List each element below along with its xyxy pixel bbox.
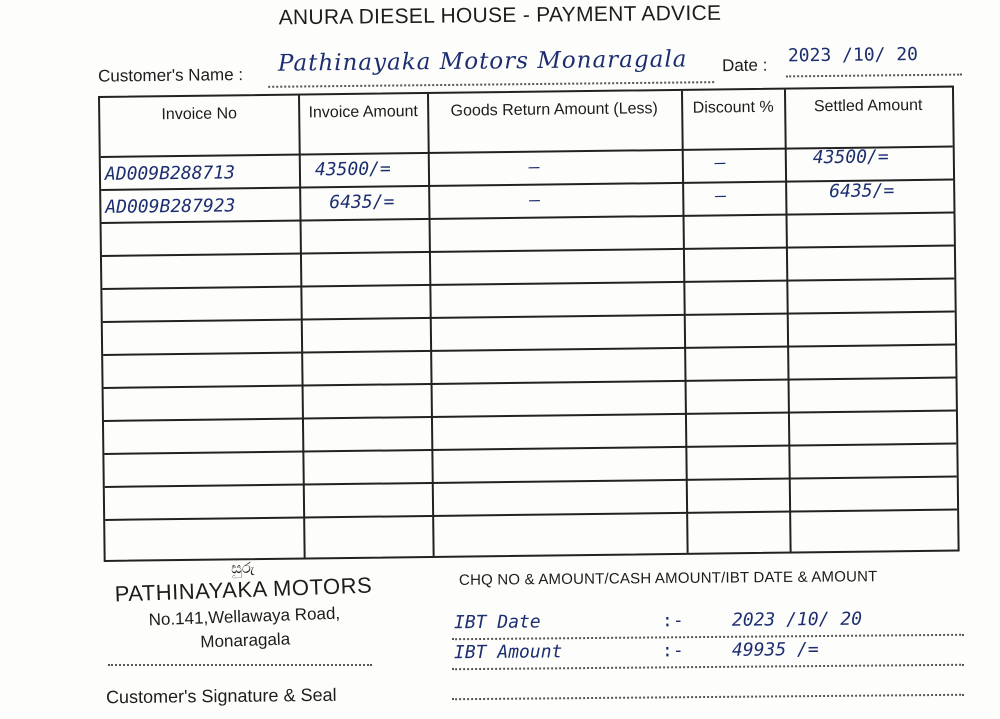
ibt-amount-value: 49935 /= xyxy=(731,639,819,661)
row1-goods-return: – xyxy=(528,156,540,178)
stamp-address-line2: Monaragala xyxy=(200,629,291,652)
row-line xyxy=(103,344,955,356)
payment-line-ibt-amount xyxy=(452,638,964,670)
row-line xyxy=(103,311,955,323)
row-line xyxy=(104,443,956,455)
header-invoice-amount: Invoice Amount xyxy=(308,103,419,122)
document-title: ANURA DIESEL HOUSE - PAYMENT ADVICE xyxy=(278,1,722,30)
ibt-date-separator: :- xyxy=(661,610,684,632)
row2-invoice-no: AD009B287923 xyxy=(105,195,236,218)
header-goods-return: Goods Return Amount (Less) xyxy=(450,100,658,120)
row-line xyxy=(104,410,956,422)
ibt-date-value: 2023 /10/ 20 xyxy=(731,608,863,631)
column-divider xyxy=(784,90,792,552)
stamp-sinhala-text: සුරු xyxy=(230,559,255,578)
header-discount: Discount % xyxy=(692,98,774,117)
row2-goods-return: – xyxy=(529,189,541,211)
row-line xyxy=(102,245,954,257)
ibt-date-label: IBT Date xyxy=(453,611,541,634)
dotted-line xyxy=(452,694,964,700)
row2-invoice-amount: 6435/= xyxy=(329,191,395,214)
row-line xyxy=(105,509,957,521)
row-line xyxy=(104,377,956,389)
customer-row xyxy=(98,43,978,86)
column-divider xyxy=(298,96,306,558)
header-settled-amount: Settled Amount xyxy=(813,96,923,116)
header-invoice-no: Invoice No xyxy=(161,105,238,124)
stamp-company-name: PATHINAYAKA MOTORS xyxy=(114,572,373,607)
column-divider xyxy=(681,91,689,553)
row1-invoice-amount: 43500/= xyxy=(314,158,391,181)
customer-name-line xyxy=(268,81,714,88)
customer-name-label: Customer's Name : xyxy=(97,65,244,86)
row1-settled: 43500/= xyxy=(812,146,889,169)
ibt-amount-separator: :- xyxy=(661,640,684,662)
date-value: 2023 /10/ 20 xyxy=(787,44,919,67)
row2-settled: 6435/= xyxy=(829,180,895,203)
row1-discount: – xyxy=(714,152,726,174)
payment-line-ibt-date xyxy=(452,608,964,640)
date-line xyxy=(786,74,962,78)
payment-details-title: CHQ NO & AMOUNT/CASH AMOUNT/IBT DATE & AMOUNT xyxy=(458,568,878,589)
date-label: Date : xyxy=(721,55,768,76)
column-divider xyxy=(427,94,435,556)
stamp-address-line1: No.141,Wellawaya Road, xyxy=(148,603,341,630)
signature-label: Customer's Signature & Seal xyxy=(105,684,337,708)
customer-name-value: Pathinayaka Motors Monaragala xyxy=(277,46,688,77)
company-stamp xyxy=(102,555,385,656)
row1-invoice-no: AD009B288713 xyxy=(104,162,236,185)
ibt-amount-label: IBT Amount xyxy=(453,641,563,664)
row2-discount: – xyxy=(715,185,727,207)
payment-line-blank xyxy=(452,668,964,700)
row-line xyxy=(102,278,954,290)
invoice-table xyxy=(98,86,960,562)
row-line xyxy=(105,476,957,488)
signature-line xyxy=(108,664,372,666)
